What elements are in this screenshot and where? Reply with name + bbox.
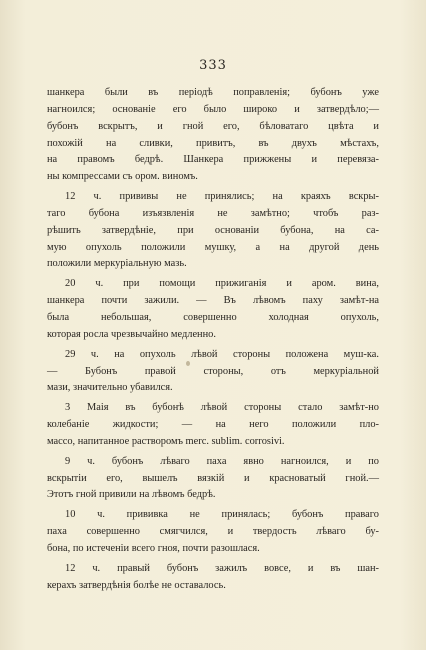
- text-line: — Бубонъ правой стороны, отъ меркуріальной: [47, 365, 379, 377]
- text-line: 10 ч. прививка не принялась; бубонъ праваго: [65, 509, 379, 521]
- text-line: 12 ч. правый бубонъ зажилъ вовсе, и въ шан-: [65, 562, 379, 574]
- text-line: шанкера почти зажили. — Въ лѣвомъ паху замѣт-на: [47, 295, 379, 307]
- text-line: которая росла чрезвычайно медленно.: [47, 328, 216, 340]
- text-line: колебаніе жидкости; — на него положили пло-: [47, 419, 379, 431]
- text-line: похожій на сливки, привитъ, въ двухъ мѣстахъ,: [47, 137, 379, 149]
- text-line: бона, по истеченіи всего гноя, почти разошлася.: [47, 542, 260, 554]
- text-line: 3 Маія въ бубонѣ лѣвой стороны стало замѣт-но: [65, 402, 379, 414]
- text-line: на правомъ бедрѣ. Шанкера прижжены и перевяза-: [47, 154, 379, 166]
- body-text: [47, 85, 379, 594]
- text-line: паха совершенно смягчился, и твердость лѣваго бу-: [47, 526, 379, 538]
- text-line: ны компрессами съ ором. виномъ.: [47, 171, 198, 183]
- text-line: массо, напитанное растворомъ merc. sublim. corrosivi.: [47, 435, 285, 447]
- text-line: мази, значительно убавился.: [47, 382, 173, 394]
- text-line: 9 ч. бубонъ лѣваго паха явно нагноился, и по: [65, 455, 379, 467]
- text-line: 29 ч. на опухоль лѣвой стороны положена муш-ка.: [65, 348, 379, 360]
- page-number: 333: [199, 58, 227, 73]
- text-line: таго бубона изъязвленія не замѣтно; чтобъ раз-: [47, 207, 379, 219]
- text-line: шанкера были въ періодѣ поправленія; бубонъ уже: [47, 87, 379, 98]
- text-line: рѣшить затвердѣніе, при основаніи бубона, на са-: [47, 224, 379, 236]
- text-line: 20 ч. при помощи прижиганія и аром. вина,: [65, 278, 379, 290]
- text-line: положили меркуріальную мазь.: [47, 258, 187, 270]
- text-line: мую опухоль положили мушку, а на другой день: [47, 241, 379, 253]
- paper-spot: [186, 361, 190, 366]
- text-line: бубонъ вскрытъ, и гной его, бѣловатаго цвѣта и: [47, 120, 379, 132]
- text-line: нагноился; основаніе его было широко и затвердѣло;—: [47, 103, 379, 115]
- text-line: была небольшая, совершенно холодная опухоль,: [47, 311, 379, 323]
- text-line: 12 ч. прививы не принялись; на краяхъ вскры-: [65, 191, 379, 203]
- text-line: керахъ затвердѣнія болѣе не оставалось.: [47, 579, 226, 591]
- text-line: Этотъ гной привили на лѣвомъ бедрѣ.: [47, 489, 216, 501]
- text-line: вскрытіи его, вышелъ вязкій и красноватый гной.—: [47, 472, 379, 484]
